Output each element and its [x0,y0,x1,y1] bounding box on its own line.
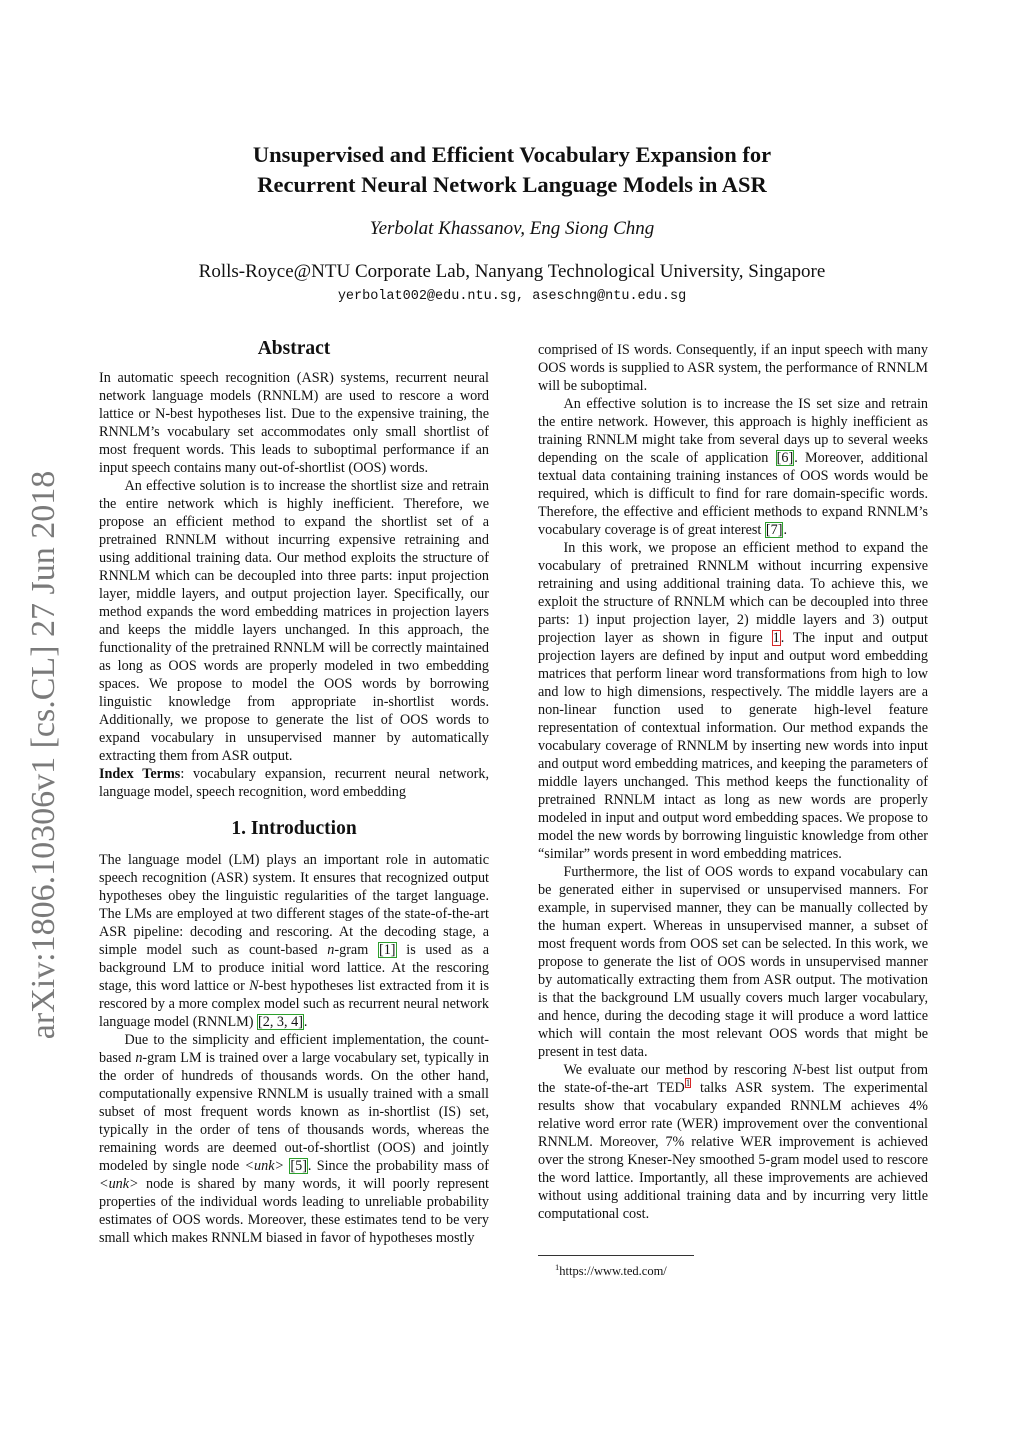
text-run: The language model (LM) plays an important role in automatic speech recognition (ASR) system. It ensures that recognized output hypotheses obey the linguistic regularities of the target language. The LMs are employed at two different stages of the state-of-the-art ASR pipeline: decoding and rescoring. At the decoding stage, a simple model such as count-based [99,852,489,958]
text-run: relative WER improvement is achieved over the strong Kneser-Ney smoothed 5-gram model used to rescore the word lattice. Importantly, all these improvements are achieved without using additional training data and by incurring very little computational cost. [538,1134,928,1222]
authors: Yerbolat Khassanov, Eng Siong Chng [369,218,655,239]
left-column [99,337,489,1247]
math-n: n [327,942,335,958]
citation-link[interactable]: [7] [765,522,783,538]
text-run: Due to the simplicity and efficient implementation, the count-based [99,1032,489,1066]
right-paragraph-1: comprised of IS words. Consequently, if an input speech with many OOS words is supplied to ASR system, the performance of RNNLM will be suboptimal. [538,342,928,394]
percent-7: 7% [665,1134,685,1150]
intro-paragraph-1 [99,851,489,1031]
math-N: N [792,1062,802,1078]
text-run: is used as a background LM to produce initial word lattice. At the rescoring stage, this word lattice or [99,942,489,994]
unk-token: <unk> [99,1176,139,1192]
introduction-heading: 1. Introduction [231,818,357,839]
right-paragraph-4: Furthermore, the list of OOS words to expand vocabulary can be generated either in supervised or unsupervised manners. For example, in supervised manner, they can be manually collected by the human expert. Whereas in unsupervised manner, a subset of most frequent words from OOS set can be selected. In this work, we propose to generate the list of OOS words in unsupervised manner by automatically extracting them from ASR output. The motivation is that the background LM usually covers much larger vocabulary, and hence, during the decoding stage it will produce a word lattice which will contain the most relevant OOS words that might be present in test data. [538,864,928,1060]
math-N: N [249,978,259,994]
footnote-mark: 1 [555,1262,560,1272]
math-n: n [135,1050,143,1066]
citation-link[interactable]: [6] [776,450,794,466]
abstract-heading: Abstract [257,338,331,359]
text-run: -best list output from the state-of-the-art TED [538,1062,928,1096]
emails: yerbolat002@edu.ntu.sg, aseschng@ntu.edu.sg [337,289,687,304]
text-run: . [303,1014,308,1030]
text-run: . The input and output projection layers are defined by input and output word embedding matrices that perform linear word transformations from high to low and low to high dimensions, respectively. The middle layers are a non-linear function used to generate high-level feature representation of contextual information. Our method expands the vocabulary coverage of RNNLM by inserting new words into input and output word embedding matrices, and keeping the parameters of middle layers unchanged. This method keeps the functionality of pretrained RNNLM intact as long as new words are properly modeled in input and output word embedding spaces. We propose to model the new words by borrowing linguistic knowledge from other “similar” words present in word embedding matrices. [538,630,928,862]
footnote-link[interactable]: 1 [685,1078,691,1089]
footnote-url[interactable]: https://www.ted.com/ [559,1264,667,1279]
citation-link[interactable]: [2, 3, 4] [258,1014,303,1030]
abstract-paragraph-1: In automatic speech recognition (ASR) systems, recurrent neural network language models (RNNLM) are used to rescore a word lattice or N-best hypotheses list. Due to the expensive training, the RNNLM’s vocabulary set accommodates only small shortlist of most frequent words. This leads to suboptimal performance if an input speech contains many out-of-shortlist (OOS) words. [99,370,489,476]
text-run: -gram LM is trained over a large vocabulary set, typically in the order of hundreds of thousands words. On the other hand, computationally expensive RNNLM is usually trained with a small subset of most frequent words known as in-shortlist (IS) set, typically in the order of tens of thousands words, whereas the remaining words are deemed out-of-shortlist (OOS) and jointly modeled by single node [99,1050,490,1174]
footnote-rule [538,1255,694,1256]
paper-title-line-1: Unsupervised and Efficient Vocabulary Expansion for [252,142,772,167]
index-terms [99,765,489,801]
text-run: In this work, we propose an efficient method to expand the vocabulary of pretrained RNNLM without incurring expensive retraining and using additional training data. To achieve this, we exploit the structure of RNNLM which can be decoupled into three parts: 1) input projection layer, 2) middle layers and 3) output projection layer as shown in figure [538,540,928,646]
citation-link[interactable]: [5] [290,1158,307,1174]
text-run: . Moreover, additional textual data containing training instances of OOS words would be required, which is difficult to find for rare domain-specific words. Therefore, the effective and efficient methods to expand RNNLM’s vocabulary coverage is of great interest [538,450,929,538]
footnote [555,1262,667,1279]
index-terms-text: : vocabulary expansion, recurrent neural network, language model, speech recognition, word embedding [99,766,489,800]
text-run: relative word error rate (WER) improvement over the conventional RNNLM. Moreover, [538,1116,928,1150]
text-run: -best hypotheses list extracted from it is rescored by a more complex model such as recurrent neural network language model (RNNLM) [99,978,489,1030]
index-terms-label: Index Terms [99,766,181,782]
right-paragraph-3 [538,539,928,863]
text-run: . [783,522,787,538]
citation-link[interactable]: [1] [378,942,396,958]
figure-link[interactable]: 1 [772,630,780,646]
text-run: -gram [334,942,378,958]
abstract-paragraph-2: An effective solution is to increase the shortlist size and retrain the entire network which is highly inefficient. Therefore, we propose an efficient method to expand the shortlist set of a pretrained RNNLM without incurring expensive retraining and using additional training data. Our method exploits the structure of RNNLM which can be decoupled into three parts: input projection layer, middle layers, and output projection layer. Specifically, our method expands the word embedding matrices in projection layers and keeps the middle layers unchanged. In this approach, the functionality of the pretrained RNNLM will be correctly maintained as long as OOS words are properly modeled in two embedding spaces. We propose to model the OOS words by borrowing linguistic knowledge from appropriate in-shortlist words. Additionally, we propose to generate the list of OOS words to expand vocabulary in unsupervised manner by automatically extracting them from ASR output. [99,478,489,764]
intro-paragraph-2 [99,1031,489,1247]
right-paragraph-2 [538,395,928,539]
text-run: An effective solution is to increase the IS set size and retrain the entire network. However, this approach is highly inefficient as training RNNLM might take from several days up to several weeks depending on the scale of application [538,396,928,466]
text-run: talks ASR system. The experimental results show that vocabulary expanded RNNLM achieves [538,1080,928,1114]
right-column [538,341,928,1223]
text-run: We evaluate our method by rescoring [563,1062,793,1078]
arxiv-stamp: arXiv:1806.10306v1 [cs.CL] 27 Jun 2018 [25,470,62,1040]
unk-token: <unk> [244,1158,285,1174]
percent-4: 4% [909,1098,928,1114]
right-paragraph-5 [538,1061,928,1223]
affiliation: Rolls-Royce@NTU Corporate Lab, Nanyang Technological University, Singapore [198,261,826,282]
text-run: . Since the probability mass of [307,1158,489,1174]
paper-title-line-2: Recurrent Neural Network Language Models in ASR [257,172,767,197]
text-run: node is shared by many words, it will poorly represent properties of the individual words leading to unreliable probability estimates of OOS words. Moreover, these estimates tend to be very small which makes RNNLM biased in favor of hypotheses mostly [99,1176,489,1246]
